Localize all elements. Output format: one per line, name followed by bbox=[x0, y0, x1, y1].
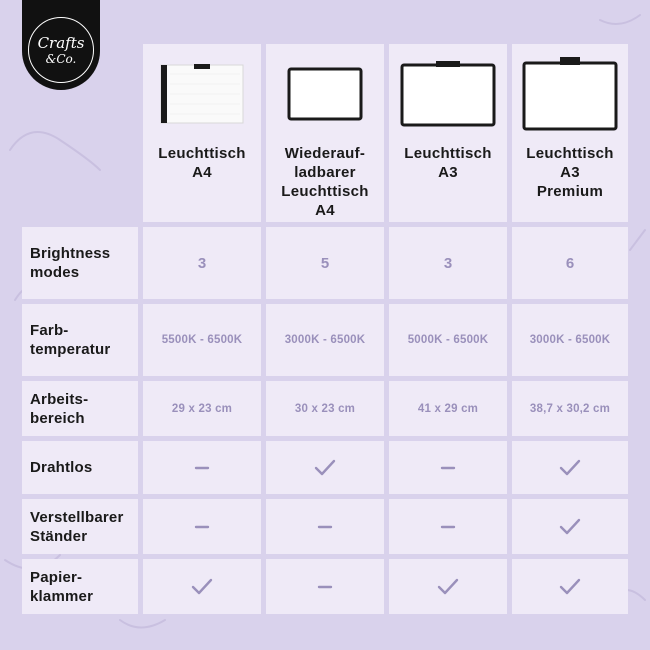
product-header-a3 bbox=[389, 44, 507, 222]
row-label-work-area: Arbeits- bereich bbox=[22, 381, 138, 436]
row-label-color-temperature: Farb- temperatur bbox=[22, 304, 138, 376]
product-name: Leuchttisch A3 Premium bbox=[526, 145, 614, 200]
dash-icon bbox=[190, 458, 214, 478]
product-name: Leuchttisch A3 bbox=[404, 145, 492, 181]
light-pad-rechargeable-icon bbox=[287, 44, 363, 144]
light-pad-a4-icon bbox=[160, 44, 244, 144]
product-name: Leuchttisch A4 bbox=[158, 145, 246, 181]
color-temperature-value: 5000K - 6500K bbox=[389, 304, 507, 376]
wireless-mark bbox=[266, 441, 384, 494]
brightness-value: 6 bbox=[512, 227, 628, 299]
product-header-a3-premium bbox=[512, 44, 628, 222]
dash-icon bbox=[436, 458, 460, 478]
paper-clip-mark bbox=[512, 559, 628, 614]
logo-text-line2: &Co. bbox=[45, 51, 77, 66]
check-icon bbox=[313, 458, 337, 478]
paper-clip-mark bbox=[266, 559, 384, 614]
row-label-paper-clip: Papier- klammer bbox=[22, 559, 138, 614]
paper-clip-mark bbox=[143, 559, 261, 614]
check-icon bbox=[558, 458, 582, 478]
row-label-wireless: Drahtlos bbox=[22, 441, 138, 494]
product-header-rechargeable-a4 bbox=[266, 44, 384, 222]
row-label-adjustable-stand: Verstellbarer Ständer bbox=[22, 499, 138, 554]
wireless-mark bbox=[389, 441, 507, 494]
product-name: Wiederauf- ladbarer Leuchttisch A4 bbox=[281, 145, 369, 219]
wireless-mark bbox=[512, 441, 628, 494]
stand-mark bbox=[389, 499, 507, 554]
brand-logo bbox=[22, 0, 100, 90]
color-temperature-value: 3000K - 6500K bbox=[266, 304, 384, 376]
work-area-value: 41 x 29 cm bbox=[389, 381, 507, 436]
light-pad-a3-premium-icon bbox=[522, 44, 618, 144]
stand-mark bbox=[266, 499, 384, 554]
wireless-mark bbox=[143, 441, 261, 494]
dash-icon bbox=[313, 517, 337, 537]
stand-mark bbox=[512, 499, 628, 554]
check-icon bbox=[190, 577, 214, 597]
work-area-value: 30 x 23 cm bbox=[266, 381, 384, 436]
check-icon bbox=[436, 577, 460, 597]
check-icon bbox=[558, 577, 582, 597]
color-temperature-value: 3000K - 6500K bbox=[512, 304, 628, 376]
brightness-value: 5 bbox=[266, 227, 384, 299]
brightness-value: 3 bbox=[143, 227, 261, 299]
logo-text-line1: Crafts bbox=[37, 33, 85, 52]
product-header-a4 bbox=[143, 44, 261, 222]
work-area-value: 29 x 23 cm bbox=[143, 381, 261, 436]
row-label-brightness: Brightness modes bbox=[22, 227, 138, 299]
stand-mark bbox=[143, 499, 261, 554]
work-area-value: 38,7 x 30,2 cm bbox=[512, 381, 628, 436]
light-pad-a3-icon bbox=[400, 44, 496, 144]
color-temperature-value: 5500K - 6500K bbox=[143, 304, 261, 376]
paper-clip-mark bbox=[389, 559, 507, 614]
logo-ring bbox=[28, 17, 94, 83]
dash-icon bbox=[190, 517, 214, 537]
dash-icon bbox=[313, 577, 337, 597]
dash-icon bbox=[436, 517, 460, 537]
brightness-value: 3 bbox=[389, 227, 507, 299]
check-icon bbox=[558, 517, 582, 537]
